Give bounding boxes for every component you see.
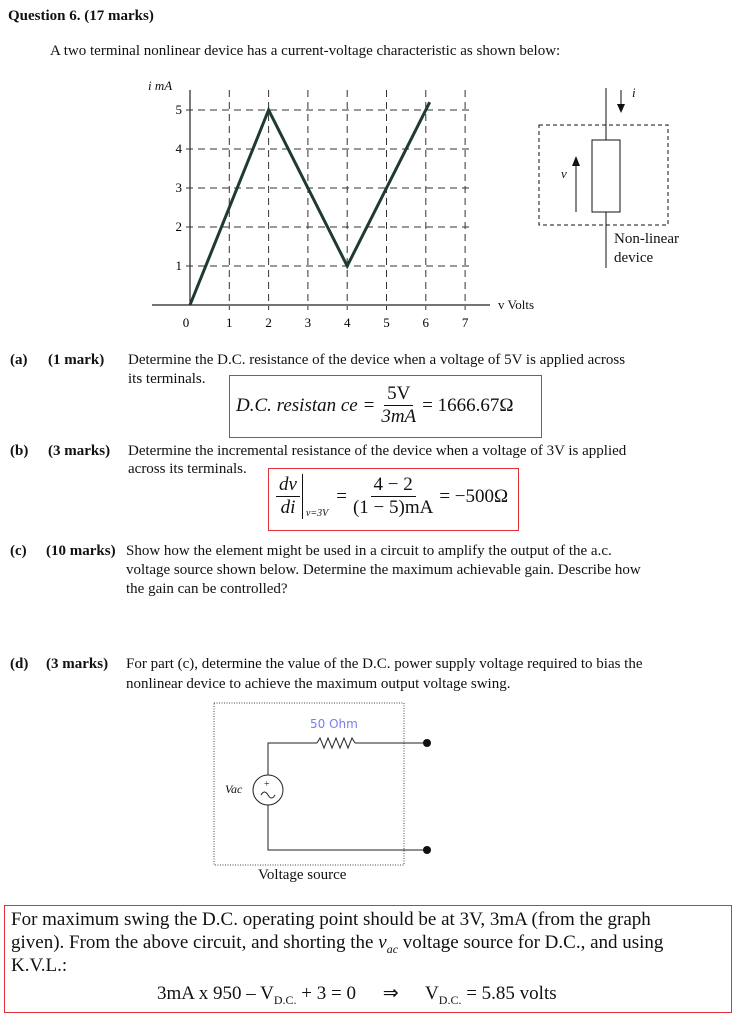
answer-a-num: 5V: [384, 383, 413, 406]
part-c-marks: (10 marks): [46, 543, 116, 559]
resistor-icon: [317, 738, 355, 748]
x-tick-label: 1: [226, 315, 233, 330]
x-tick-label: 6: [422, 315, 430, 330]
answer-b-den: (1 − 5)mA: [352, 497, 434, 518]
resistor-label: 50 Ohm: [310, 717, 358, 731]
x-tick-label: 3: [304, 315, 312, 330]
part-a-tag: (a): [10, 352, 28, 368]
y-tick-label: 5: [175, 102, 182, 117]
answer-b-eq: =: [336, 485, 347, 507]
device-label-2: device: [614, 250, 654, 266]
part-b-line2: across its terminals.: [128, 461, 247, 477]
answer-a-lhs: D.C. resistan ce =: [236, 394, 376, 416]
part-b-tag: (b): [10, 443, 29, 459]
part-c-tag: (c): [10, 543, 27, 559]
answer-d-line1: For maximum swing the D.C. operating point should be at 3V, 3mA (from the graph: [11, 909, 651, 930]
x-tick-label: 4: [343, 315, 351, 330]
y-tick-label: 1: [175, 258, 182, 273]
part-a-marks: (1 mark): [48, 352, 105, 368]
answer-b-sub: v=3V: [305, 508, 329, 519]
part-d-marks: (3 marks): [46, 656, 109, 672]
answer-d-equation: 3mA x $950 - V_{D.C.} + 3 = 0$ ⇒ $V_{D.C.} = 5.85$ volts: [157, 983, 557, 1007]
answer-d-line2: given). From the above circuit, and shorting the $v_{ac}$ voltage source for D.C., and using: [11, 932, 664, 956]
x-tick-label: 2: [265, 315, 272, 330]
part-c-line2: voltage source shown below. Determine the maximum achievable gain. Describe how: [126, 562, 641, 578]
part-d-tag: (d): [10, 656, 29, 672]
y-tick-label: 4: [175, 141, 182, 156]
part-d-line1: For part (c), determine the value of the D.C. power supply voltage required to bias the: [126, 656, 643, 672]
answer-b-dnum: dv: [276, 474, 300, 497]
x-axis-label: v Volts: [498, 297, 535, 312]
voltage-label: v: [561, 166, 567, 181]
part-c-line1: Show how the element might be used in a circuit to amplify the output of the a.c.: [126, 543, 612, 559]
part-b-marks: (3 marks): [48, 443, 111, 459]
answer-d-box: [4, 905, 732, 1013]
part-b-line1: Determine the incremental resistance of the device when a voltage of 3V is applied: [128, 443, 627, 459]
question-intro: A two terminal nonlinear device has a current-voltage characteristic as shown below:: [50, 43, 561, 59]
implies-icon: ⇒: [382, 983, 399, 1004]
part-d-line2: nonlinear device to achieve the maximum output voltage swing.: [126, 676, 511, 692]
terminal-top: [423, 739, 431, 747]
part-a-line1: Determine the D.C. resistance of the device when a voltage of 5V is applied across: [128, 352, 626, 368]
answer-b-num: 4 − 2: [371, 474, 416, 497]
source-label: Vac: [225, 782, 243, 796]
x-tick-label: 7: [461, 315, 469, 330]
circuit-caption: Voltage source: [258, 867, 347, 883]
device-label-1: Non-linear: [614, 231, 679, 247]
x-tick-label: 5: [383, 315, 390, 330]
current-label: i: [632, 85, 636, 100]
answer-b-dden: di: [280, 497, 296, 518]
part-c-line3: the gain can be controlled?: [126, 581, 288, 597]
y-tick-label: 2: [175, 219, 182, 234]
answer-b-rhs: = −500Ω: [439, 485, 509, 507]
x-tick-label: 0: [182, 315, 190, 330]
y-tick-label: 3: [175, 180, 182, 195]
question-title: Question 6. (17 marks): [8, 8, 154, 24]
terminal-bottom: [423, 846, 431, 854]
part-a-line2: its terminals.: [128, 371, 206, 387]
answer-a-rhs: = 1666.67Ω: [422, 394, 514, 416]
y-axis-label: i mA: [148, 78, 173, 93]
answer-a-den: 3mA: [381, 406, 417, 427]
svg-text:+: +: [264, 779, 270, 790]
answer-d-line3: K.V.L.:: [11, 955, 68, 976]
